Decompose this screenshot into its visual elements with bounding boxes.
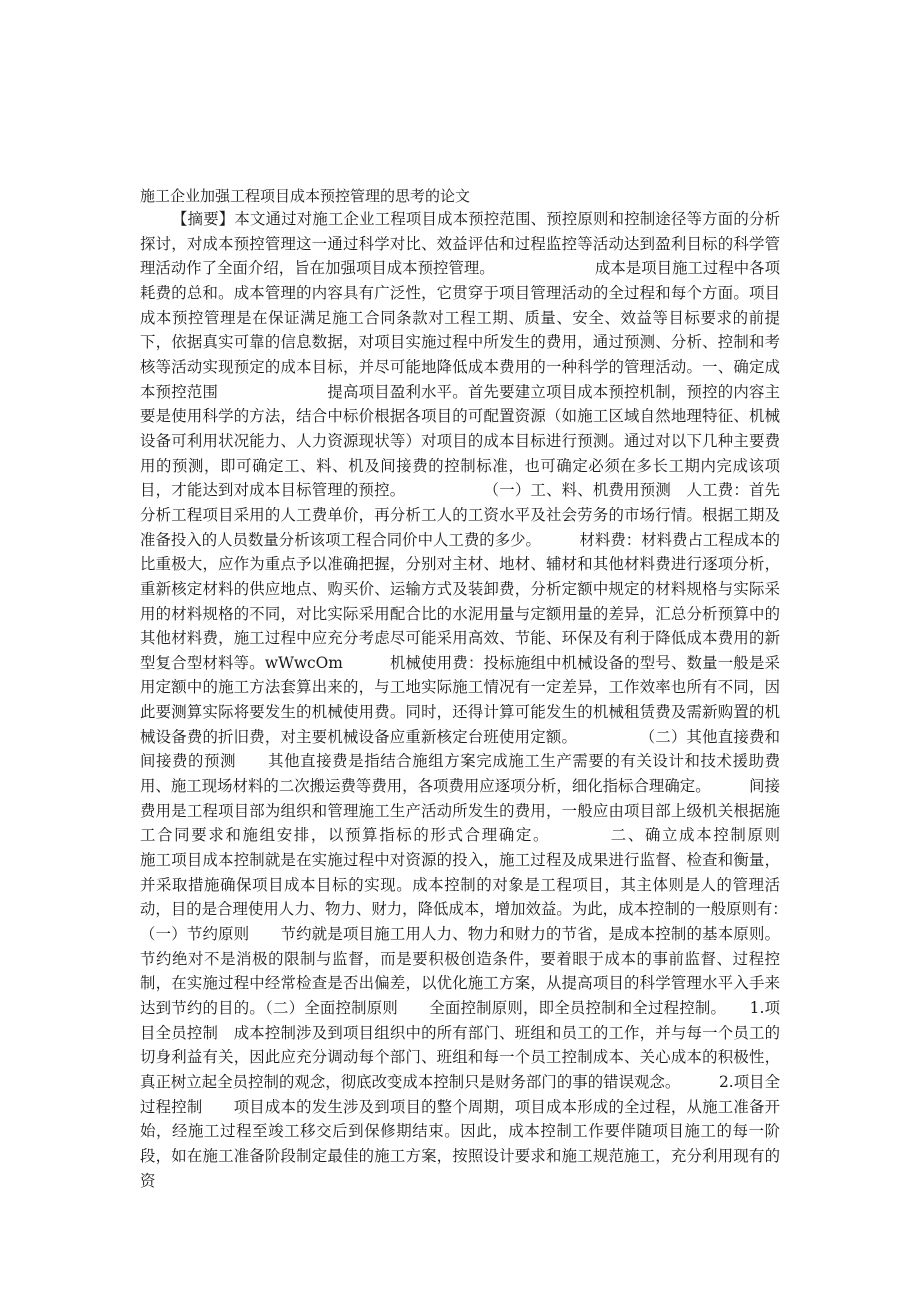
document-title: 施工企业加强工程项目成本预控管理的思考的论文 [140, 187, 471, 205]
document-body: 【摘要】本文通过对施工企业工程项目成本预控范围、预控原则和控制途径等方面的分析探讨，对成本预控管理这一通过科学对比、效益评估和过程监控等活动达到盈利目标的科学管理活动作了全面介绍，旨在加强项目成本预控管理。 成本是项目施工过程中各项耗费的总和。成本管理的内容具有广泛性，它贯穿于项目管理活动的全过程和每个方面。项目成本预控管理是在保证满足施工合同条款对工程工期、质量、安全、效益等目标要求的前提下，依据真实可靠的信息数据，对项目实施过程中所发生的费用，通过预测、分析、控制和考核等活动实现预定的成本目标，并尽可能地降低成本费用的一种科学的管理活动。一、确定成本预控范围 提高项目盈利水平。首先要建立项目成本预控机制，预控的内容主要是使用科学的方法，结合中标价根据各项目的可配置资源（如施工区域自然地理特征、机械设备可利用状况能力、人力资源现状等）对项目的成本目标进行预测。通过对以下几种主要费用的预测，即可确定工、料、机及间接费的控制标准，也可确定必须在多长工期内完成该项目，才能达到对成本目标管理的预控。 （一）工、料、机费用预测 人工费：首先分析工程项目采用的人工费单价，再分析工人的工资水平及社会劳务的市场行情。根据工期及准备投入的人员数量分析该项工程合同价中人工费的多少。 材料费：材料费占工程成本的比重极大，应作为重点予以准确把握，分别对主材、地材、辅材和其他材料费进行逐项分析，重新核定材料的供应地点、购买价、运输方式及装卸费，分析定额中规定的材料规格与实际采用的材料规格的不同，对比实际采用配合比的水泥用量与定额用量的差异，汇总分析预算中的其他材料费，施工过程中应充分考虑尽可能采用高效、节能、环保及有利于降低成本费用的新型复合型材料等。wWwcOm 机械使用费：投标施组中机械设备的型号、数量一般是采用定额中的施工方法套算出来的，与工地实际施工情况有一定差异，工作效率也所有不同，因此要测算实际将要发生的机械使用费。同时，还得计算可能发生的机械租赁费及需新购置的机械设备费的折旧费，对主要机械设备应重新核定台班使用定额。 （二）其他直接费和间接费的预测 其他直接费是指结合施组方案完成施工生产需要的有关设计和技术援助费用、施工现场材料的二次搬运费等费用，各项费用应逐项分析，细化指标合理确定。 间接费用是工程项目部为组织和管理施工生产活动所发生的费用，一般应由项目部上级机关根据施工合同要求和施组安排，以预算指标的形式合理确定。 二、确立成本控制原则 施工项目成本控制就是在实施过程中对资源的投入，施工过程及成果进行监督、检查和衡量，并采取措施确保项目成本目标的实现。成本控制的对象是工程项目，其主体则是人的管理活动，目的是合理使用人力、物力、财力，降低成本，增加效益。为此，成本控制的一般原则有： （一）节约原则 节约就是项目施工用人力、物力和财力的节省，是成本控制的基本原则。节约绝对不是消极的限制与监督，而是要积极创造条件，要着眼于成本的事前监督、过程控制，在实施过程中经常检查是否出偏差，以优化施工方案，从提高项目的科学管理水平入手来达到节约的目的。（二）全面控制原则 全面控制原则，即全员控制和全过程控制。 1.项目全员控制 成本控制涉及到项目组织中的所有部门、班组和员工的工作，并与每一个员工的切身利益有关，因此应充分调动每个部门、班组和每一个员工控制成本、关心成本的积极性，真正树立起全员控制的观念，彻底改变成本控制只是财务部门的事的错误观念。 2.项目全过程控制 项目成本的发生涉及到项目的整个周期，项目成本形成的全过程，从施工准备开始，经施工过程至竣工移交后到保修期结束。因此，成本控制工作要伴随项目施工的每一阶段，如在施工准备阶段制定最佳的施工方案，按照设计要求和施工规范施工，充分利用现有的资 [140, 210, 857, 1190]
